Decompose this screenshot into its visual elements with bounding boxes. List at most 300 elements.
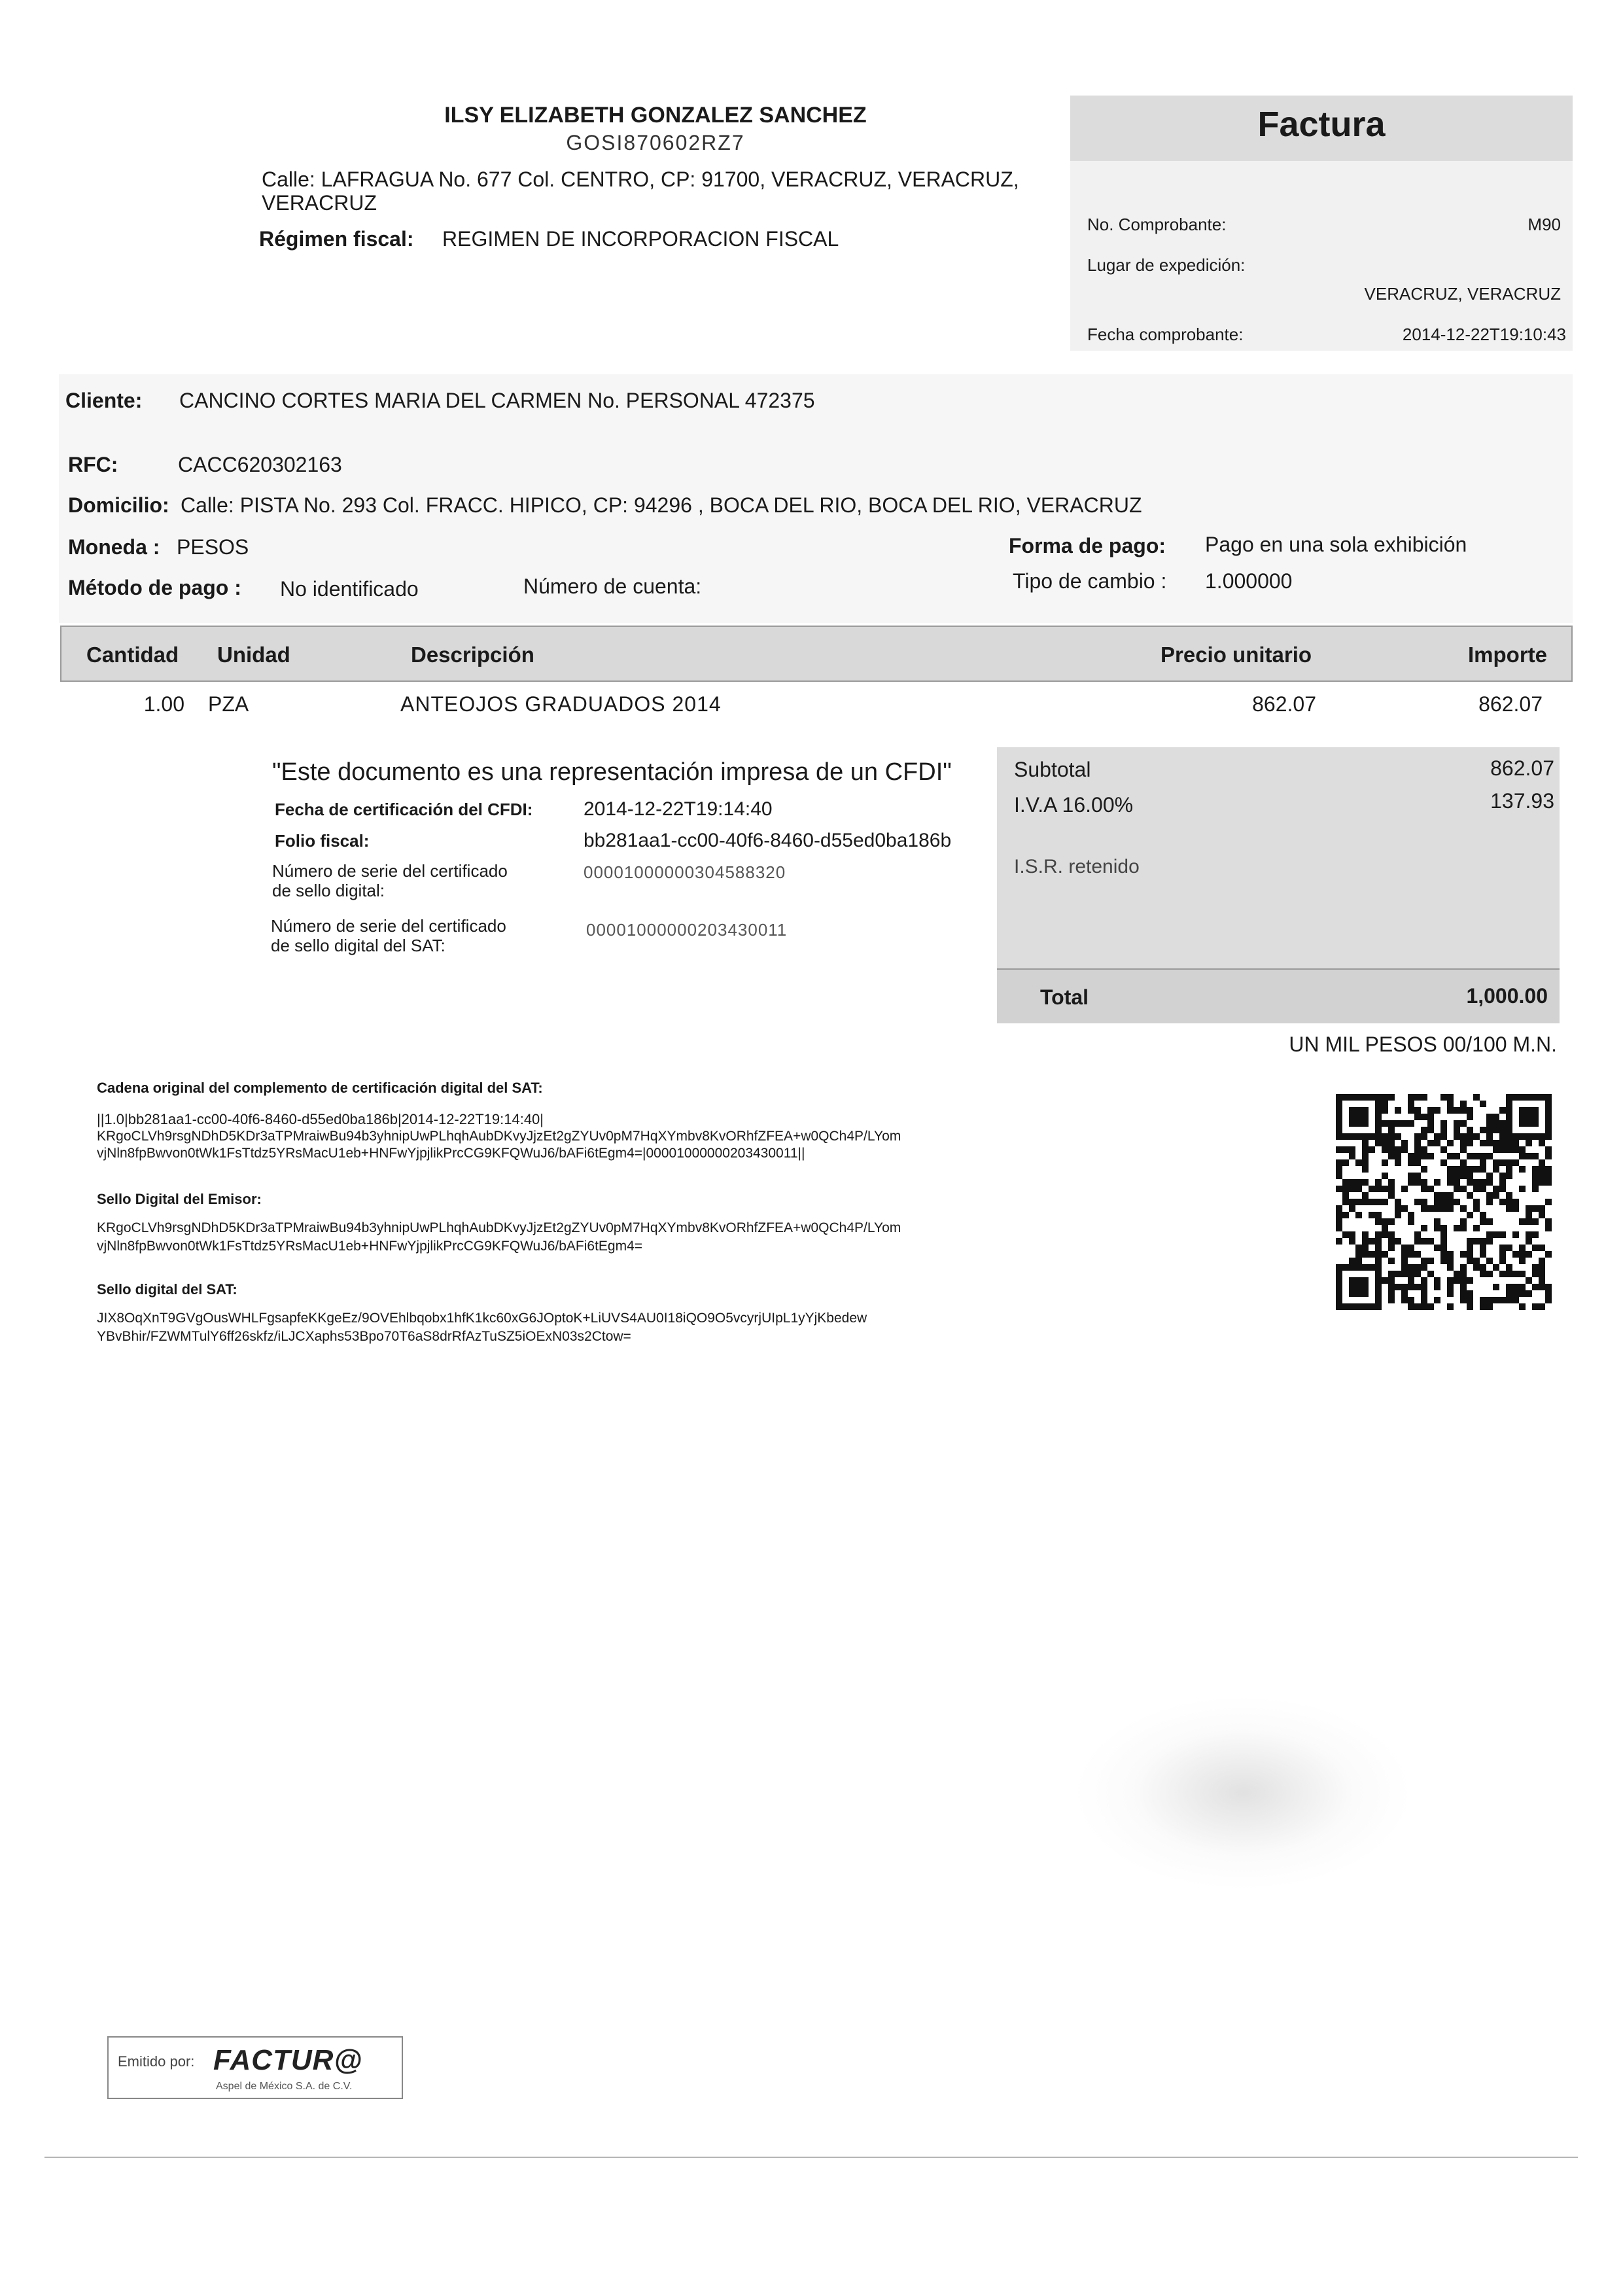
qr-module [1486, 1297, 1493, 1303]
qr-module [1506, 1127, 1512, 1133]
qr-module [1388, 1192, 1395, 1199]
qr-module [1336, 1101, 1342, 1107]
qr-module [1427, 1303, 1434, 1310]
qr-module [1499, 1297, 1506, 1303]
qr-module [1526, 1114, 1532, 1120]
qr-module [1473, 1205, 1480, 1212]
qr-module [1480, 1238, 1486, 1245]
qr-module [1473, 1199, 1480, 1205]
qr-module [1369, 1133, 1375, 1140]
qr-module [1473, 1153, 1480, 1159]
qr-module [1349, 1107, 1355, 1114]
qr-module [1539, 1205, 1545, 1212]
qr-module [1480, 1186, 1486, 1192]
qr-module [1355, 1094, 1362, 1101]
qr-module [1532, 1114, 1539, 1120]
qr-module [1460, 1251, 1467, 1258]
issuer-seal-label: Sello Digital del Emisor: [97, 1191, 262, 1207]
qr-module [1427, 1205, 1434, 1212]
qr-module [1539, 1140, 1545, 1146]
qr-module [1349, 1231, 1355, 1238]
row-quantity: 1.00 [143, 692, 184, 716]
qr-module [1454, 1225, 1460, 1231]
qr-module [1545, 1120, 1552, 1127]
cert-date-value: 2014-12-22T19:14:40 [584, 798, 773, 820]
footer-divider [44, 2157, 1578, 2158]
qr-module [1362, 1120, 1369, 1127]
qr-module [1362, 1133, 1369, 1140]
row-description: ANTEOJOS GRADUADOS 2014 [400, 692, 722, 716]
qr-module [1355, 1186, 1362, 1192]
qr-module [1532, 1120, 1539, 1127]
qr-module [1512, 1159, 1519, 1166]
invoice-number-label: No. Comprobante: [1087, 215, 1227, 234]
qr-module [1447, 1192, 1454, 1199]
qr-module [1480, 1140, 1486, 1146]
qr-module [1512, 1297, 1519, 1303]
qr-module [1506, 1107, 1512, 1114]
invoice-number-value: M90 [1527, 215, 1561, 234]
sat-seal-line1: JIX8OqXnT9GVgOusWHLFgsapfeKKgeEz/9OVEhlbqobx1hfK1kc60xG6JOptoK+LiUVS4AU0I18iQO9O5vcyrjUIpL1yYjKbedew [97, 1311, 867, 1326]
qr-module [1440, 1199, 1447, 1205]
qr-module [1460, 1271, 1467, 1277]
qr-module [1545, 1199, 1552, 1205]
qr-module [1382, 1251, 1388, 1258]
qr-module [1499, 1199, 1506, 1205]
qr-module [1486, 1127, 1493, 1133]
qr-module [1467, 1290, 1473, 1297]
qr-module [1434, 1225, 1440, 1231]
qr-module [1467, 1212, 1473, 1218]
qr-module [1388, 1245, 1395, 1251]
qr-module [1382, 1146, 1388, 1153]
qr-module [1526, 1212, 1532, 1218]
row-unit-price: 862.07 [1252, 692, 1316, 716]
qr-module [1342, 1303, 1349, 1310]
qr-module [1375, 1303, 1382, 1310]
qr-module [1336, 1166, 1342, 1173]
client-label: Cliente: [65, 389, 143, 412]
qr-module [1532, 1094, 1539, 1101]
qr-module [1454, 1199, 1460, 1205]
qr-module [1421, 1127, 1427, 1133]
qr-module [1414, 1094, 1421, 1101]
qr-module [1362, 1192, 1369, 1199]
qr-module [1440, 1258, 1447, 1264]
qr-module [1382, 1140, 1388, 1146]
qr-module [1545, 1094, 1552, 1101]
qr-module [1473, 1186, 1480, 1192]
qr-module [1414, 1114, 1421, 1120]
qr-module [1362, 1159, 1369, 1166]
qr-module [1434, 1277, 1440, 1284]
qr-module [1421, 1146, 1427, 1153]
qr-module [1447, 1153, 1454, 1159]
qr-module [1395, 1284, 1401, 1290]
sat-seal-line2: YBvBhir/FZWMTulY6ff26skfz/iLJCXaphs53Bpo70T6aS8drRfAzTuSZ5iOExN03s2Ctow= [97, 1329, 631, 1344]
qr-module [1519, 1166, 1526, 1173]
account-label: Número de cuenta: [523, 574, 702, 598]
qr-module [1375, 1290, 1382, 1297]
qr-module [1342, 1192, 1349, 1199]
currency-value: PESOS [177, 535, 249, 559]
qr-module [1519, 1218, 1526, 1225]
qr-module [1401, 1264, 1408, 1271]
payment-method-label: Método de pago : [68, 576, 241, 599]
qr-module [1532, 1231, 1539, 1238]
qr-module [1519, 1290, 1526, 1297]
sat-seal-label: Sello digital del SAT: [97, 1281, 237, 1298]
qr-module [1460, 1297, 1467, 1303]
qr-module [1480, 1179, 1486, 1186]
qr-module [1512, 1271, 1519, 1277]
qr-module [1336, 1107, 1342, 1114]
sat-serial-label-line1: Número de serie del certificado [271, 916, 506, 936]
qr-module [1349, 1303, 1355, 1310]
qr-module [1545, 1146, 1552, 1153]
qr-module [1362, 1277, 1369, 1284]
qr-module [1375, 1238, 1382, 1245]
client-rfc-label: RFC: [68, 453, 118, 476]
qr-module [1499, 1186, 1506, 1192]
qr-module [1526, 1238, 1532, 1245]
qr-module [1440, 1192, 1447, 1199]
qr-module [1362, 1238, 1369, 1245]
original-chain-line2: KRgoCLVh9rsgNDhD5KDr3aTPMraiwBu94b3yhnipUwPLhqhAubDKvyJjzEt2gZYUv0pM7HqXYmbv8KvORhfZFEA+w0QCh4P/LYom [97, 1129, 901, 1144]
qr-module [1526, 1205, 1532, 1212]
qr-module [1369, 1186, 1375, 1192]
qr-module [1493, 1264, 1499, 1271]
qr-module [1355, 1107, 1362, 1114]
qr-module [1539, 1166, 1545, 1173]
qr-module [1414, 1264, 1421, 1271]
qr-module [1467, 1166, 1473, 1173]
qr-module [1421, 1094, 1427, 1101]
qr-module [1427, 1271, 1434, 1277]
isr-label: I.S.R. retenido [1014, 856, 1140, 877]
qr-module [1440, 1205, 1447, 1212]
qr-module [1427, 1238, 1434, 1245]
table-row [60, 687, 1573, 720]
qr-module [1440, 1238, 1447, 1245]
qr-module [1375, 1218, 1382, 1225]
qr-module [1342, 1264, 1349, 1271]
qr-module [1349, 1238, 1355, 1245]
qr-module [1447, 1199, 1454, 1205]
qr-module [1519, 1146, 1526, 1153]
qr-module [1460, 1264, 1467, 1271]
qr-module [1467, 1251, 1473, 1258]
qr-module [1519, 1133, 1526, 1140]
qr-module [1427, 1140, 1434, 1146]
qr-module [1414, 1159, 1421, 1166]
qr-module [1480, 1297, 1486, 1303]
qr-module [1447, 1205, 1454, 1212]
qr-module [1434, 1107, 1440, 1114]
qr-module [1499, 1179, 1506, 1186]
qr-module [1526, 1133, 1532, 1140]
qr-module [1382, 1133, 1388, 1140]
qr-module [1486, 1218, 1493, 1225]
qr-module [1349, 1120, 1355, 1127]
qr-module [1539, 1277, 1545, 1284]
qr-module [1454, 1179, 1460, 1186]
qr-module [1499, 1173, 1506, 1179]
qr-module [1414, 1153, 1421, 1159]
qr-module [1421, 1199, 1427, 1205]
qr-module [1539, 1159, 1545, 1166]
qr-module [1493, 1140, 1499, 1146]
qr-module [1355, 1303, 1362, 1310]
qr-module [1336, 1303, 1342, 1310]
iva-value: 137.93 [1490, 789, 1554, 813]
qr-module [1440, 1225, 1447, 1231]
qr-module [1545, 1284, 1552, 1290]
qr-module [1493, 1146, 1499, 1153]
qr-module [1427, 1153, 1434, 1159]
serial-label-line2: de sello digital: [272, 881, 385, 900]
qr-module [1362, 1199, 1369, 1205]
qr-module [1480, 1127, 1486, 1133]
qr-module [1473, 1264, 1480, 1271]
qr-module [1499, 1120, 1506, 1127]
qr-module [1545, 1153, 1552, 1159]
serial-value: 00001000000304588320 [584, 862, 786, 882]
qr-module [1493, 1120, 1499, 1127]
qr-module [1375, 1297, 1382, 1303]
qr-module [1382, 1199, 1388, 1205]
qr-module [1434, 1218, 1440, 1225]
qr-module [1545, 1173, 1552, 1179]
qr-module [1382, 1173, 1388, 1179]
qr-module [1401, 1140, 1408, 1146]
qr-module [1519, 1153, 1526, 1159]
sat-serial-label-line2: de sello digital del SAT: [271, 936, 445, 955]
qr-module [1408, 1101, 1414, 1107]
qr-module [1493, 1186, 1499, 1192]
header-unit-price: Precio unitario [1161, 643, 1312, 667]
client-value: CANCINO CORTES MARIA DEL CARMEN No. PERSONAL 472375 [179, 389, 815, 412]
qr-module [1414, 1107, 1421, 1114]
qr-module [1414, 1231, 1421, 1238]
qr-module [1349, 1094, 1355, 1101]
qr-module [1342, 1186, 1349, 1192]
qr-module [1526, 1120, 1532, 1127]
qr-module [1388, 1284, 1395, 1290]
qr-module [1512, 1251, 1519, 1258]
qr-module [1526, 1218, 1532, 1225]
qr-module [1480, 1245, 1486, 1251]
serial-label-line1: Número de serie del certificado [272, 861, 508, 881]
qr-module [1401, 1284, 1408, 1290]
qr-module [1362, 1290, 1369, 1297]
qr-module [1336, 1290, 1342, 1297]
sat-serial-value: 00001000000203430011 [586, 920, 788, 940]
qr-module [1454, 1166, 1460, 1173]
qr-module [1369, 1212, 1375, 1218]
qr-module [1440, 1094, 1447, 1101]
qr-module [1545, 1127, 1552, 1133]
row-unit: PZA [208, 692, 249, 716]
qr-module [1355, 1199, 1362, 1205]
qr-module [1526, 1140, 1532, 1146]
qr-module [1336, 1284, 1342, 1290]
qr-module [1506, 1284, 1512, 1290]
qr-module [1395, 1153, 1401, 1159]
qr-module [1336, 1127, 1342, 1133]
header-unit: Unidad [217, 643, 290, 667]
qr-module [1355, 1179, 1362, 1186]
qr-module [1454, 1127, 1460, 1133]
qr-module [1336, 1277, 1342, 1284]
original-chain-label: Cadena original del complemento de certificación digital del SAT: [97, 1080, 543, 1096]
qr-module [1506, 1101, 1512, 1107]
qr-module [1454, 1107, 1460, 1114]
qr-module [1545, 1179, 1552, 1186]
qr-module [1499, 1271, 1506, 1277]
qr-module [1375, 1179, 1382, 1186]
qr-module [1512, 1231, 1519, 1238]
qr-module [1395, 1133, 1401, 1140]
qr-module [1454, 1153, 1460, 1159]
qr-module [1486, 1231, 1493, 1238]
qr-module [1421, 1303, 1427, 1310]
qr-module [1460, 1140, 1467, 1146]
qr-module [1408, 1297, 1414, 1303]
qr-module [1519, 1245, 1526, 1251]
qr-module [1506, 1173, 1512, 1179]
original-chain-line1: ||1.0|bb281aa1-cc00-40f6-8460-d55ed0ba186b|2014-12-22T19:14:40| [97, 1111, 544, 1127]
qr-module [1369, 1303, 1375, 1310]
qr-module [1355, 1133, 1362, 1140]
qr-module [1499, 1133, 1506, 1140]
qr-module [1414, 1251, 1421, 1258]
qr-module [1388, 1127, 1395, 1133]
qr-module [1349, 1186, 1355, 1192]
qr-code-icon [1336, 1094, 1552, 1310]
qr-module [1519, 1284, 1526, 1290]
qr-module [1545, 1133, 1552, 1140]
qr-module [1526, 1153, 1532, 1159]
qr-module [1480, 1264, 1486, 1271]
qr-module [1342, 1159, 1349, 1166]
qr-module [1388, 1153, 1395, 1159]
cfdi-statement: "Este documento es una representación impresa de un CFDI" [272, 758, 952, 786]
qr-module [1460, 1205, 1467, 1212]
qr-module [1493, 1166, 1499, 1173]
qr-module [1467, 1303, 1473, 1310]
qr-module [1526, 1251, 1532, 1258]
qr-module [1349, 1264, 1355, 1271]
qr-module [1362, 1264, 1369, 1271]
issuer-rfc: GOSI870602RZ7 [566, 131, 745, 154]
invoice-place-value: VERACRUZ, VERACRUZ [1364, 284, 1561, 304]
qr-module [1539, 1133, 1545, 1140]
qr-module [1512, 1146, 1519, 1153]
qr-module [1342, 1146, 1349, 1153]
qr-module [1519, 1303, 1526, 1310]
qr-module [1408, 1218, 1414, 1225]
qr-module [1375, 1231, 1382, 1238]
row-amount: 862.07 [1478, 692, 1543, 716]
qr-module [1388, 1120, 1395, 1127]
qr-module [1473, 1238, 1480, 1245]
qr-module [1467, 1173, 1473, 1179]
qr-module [1506, 1245, 1512, 1251]
qr-module [1486, 1199, 1493, 1205]
qr-module [1408, 1251, 1414, 1258]
qr-module [1388, 1186, 1395, 1192]
qr-module [1486, 1179, 1493, 1186]
qr-module [1395, 1107, 1401, 1114]
qr-module [1362, 1114, 1369, 1120]
amount-in-words: UN MIL PESOS 00/100 M.N. [1289, 1033, 1557, 1056]
qr-module [1440, 1146, 1447, 1153]
qr-module [1447, 1264, 1454, 1271]
qr-module [1486, 1153, 1493, 1159]
client-address-value: Calle: PISTA No. 293 Col. FRACC. HIPICO, CP: 94296 , BOCA DEL RIO, BOCA DEL RIO, VERACRUZ [181, 493, 1142, 517]
qr-module [1447, 1107, 1454, 1114]
qr-module [1460, 1218, 1467, 1225]
qr-module [1395, 1146, 1401, 1153]
qr-module [1440, 1120, 1447, 1127]
invoice-date-label: Fecha comprobante: [1087, 325, 1244, 344]
qr-module [1414, 1179, 1421, 1186]
client-address-label: Domicilio: [68, 493, 169, 517]
qr-module [1427, 1120, 1434, 1127]
qr-module [1460, 1133, 1467, 1140]
qr-module [1506, 1192, 1512, 1199]
qr-module [1375, 1264, 1382, 1271]
invoice-date-value: 2014-12-22T19:10:43 [1402, 325, 1566, 344]
qr-module [1460, 1166, 1467, 1173]
qr-module [1486, 1140, 1493, 1146]
qr-module [1355, 1277, 1362, 1284]
header-quantity: Cantidad [86, 643, 179, 667]
qr-module [1447, 1258, 1454, 1264]
qr-module [1336, 1297, 1342, 1303]
qr-module [1349, 1114, 1355, 1120]
qr-module [1545, 1218, 1552, 1225]
subtotal-label: Subtotal [1014, 758, 1091, 781]
qr-module [1486, 1303, 1493, 1310]
qr-module [1421, 1290, 1427, 1297]
qr-module [1532, 1179, 1539, 1186]
qr-module [1388, 1277, 1395, 1284]
qr-module [1342, 1212, 1349, 1218]
qr-module [1499, 1146, 1506, 1153]
qr-module [1434, 1133, 1440, 1140]
qr-module [1460, 1186, 1467, 1192]
qr-module [1539, 1094, 1545, 1101]
qr-module [1519, 1094, 1526, 1101]
qr-module [1447, 1284, 1454, 1290]
qr-module [1499, 1159, 1506, 1166]
qr-module [1362, 1166, 1369, 1173]
qr-module [1519, 1251, 1526, 1258]
qr-module [1382, 1101, 1388, 1107]
issuer-address-line1: Calle: LAFRAGUA No. 677 Col. CENTRO, CP: 91700, VERACRUZ, VERACRUZ, [262, 168, 1019, 191]
qr-module [1532, 1107, 1539, 1114]
qr-module [1388, 1271, 1395, 1277]
qr-module [1336, 1225, 1342, 1231]
qr-module [1355, 1114, 1362, 1120]
qr-module [1362, 1284, 1369, 1290]
qr-module [1467, 1107, 1473, 1114]
qr-module [1408, 1277, 1414, 1284]
subtotal-value: 862.07 [1490, 756, 1554, 780]
qr-module [1421, 1166, 1427, 1173]
